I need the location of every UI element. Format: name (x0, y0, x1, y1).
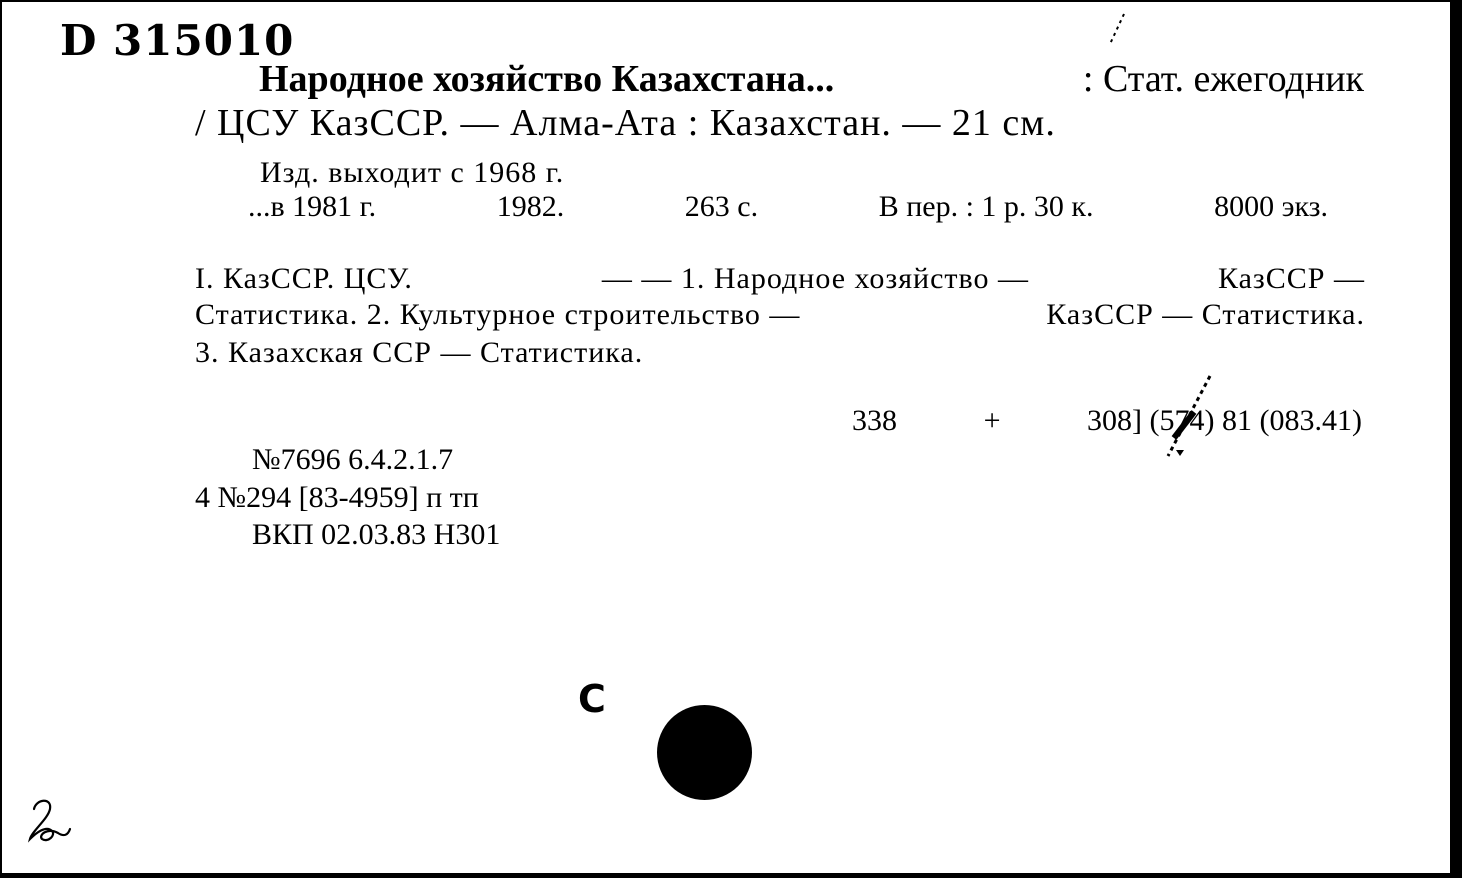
subject-part: КазССР — (1218, 262, 1365, 295)
publication-year: 1982. (496, 190, 565, 223)
statement-of-responsibility: / ЦСУ КазССР. — Алма-Ата : Казахстан. — 21 см. (195, 102, 1056, 144)
page-count: 263 с. (684, 190, 759, 223)
subject-headings-line-1 (195, 264, 1365, 294)
card-letter: С (578, 677, 606, 721)
handwritten-mark-icon (26, 795, 72, 845)
call-number: D 315010 (60, 16, 295, 65)
subject-part: Статистика. 2. Культурное строительство — (195, 298, 801, 331)
classification-index (852, 406, 1362, 436)
registration-stamp: ВКП 02.03.83 Н301 (252, 518, 501, 551)
accession-number-2: 4 №294 [83-4959] п тп (195, 481, 479, 514)
title-line (259, 60, 1364, 98)
punch-hole (657, 705, 752, 800)
subject-headings-line-2 (195, 300, 1365, 330)
issue-info: ...в 1981 г. (248, 190, 377, 223)
imprint-line (248, 192, 1328, 222)
pencil-tick-mark (1102, 10, 1132, 50)
subject-headings-line-3: 3. Казахская ССР — Статистика. (195, 336, 644, 369)
classification-part-2: 308] (574) 81 (083.41) (1087, 404, 1362, 437)
subject-part: I. КазССР. ЦСУ. (195, 262, 413, 295)
classification-part-1: 338 (852, 404, 897, 437)
subject-part: КазССР — Статистика. (1046, 298, 1365, 331)
publication-note: Изд. выходит с 1968 г. (260, 156, 565, 189)
title-main: Народное хозяйство Казахстана... (259, 58, 835, 100)
subject-part: — — 1. Народное хозяйство — (601, 262, 1029, 295)
binding-price: В пер. : 1 р. 30 к. (878, 190, 1094, 223)
accession-number-1: №7696 6.4.2.1.7 (252, 443, 454, 476)
title-subtitle: : Стат. ежегодник (1082, 58, 1364, 100)
classification-plus: + (983, 404, 1001, 437)
print-run: 8000 экз. (1214, 190, 1328, 223)
